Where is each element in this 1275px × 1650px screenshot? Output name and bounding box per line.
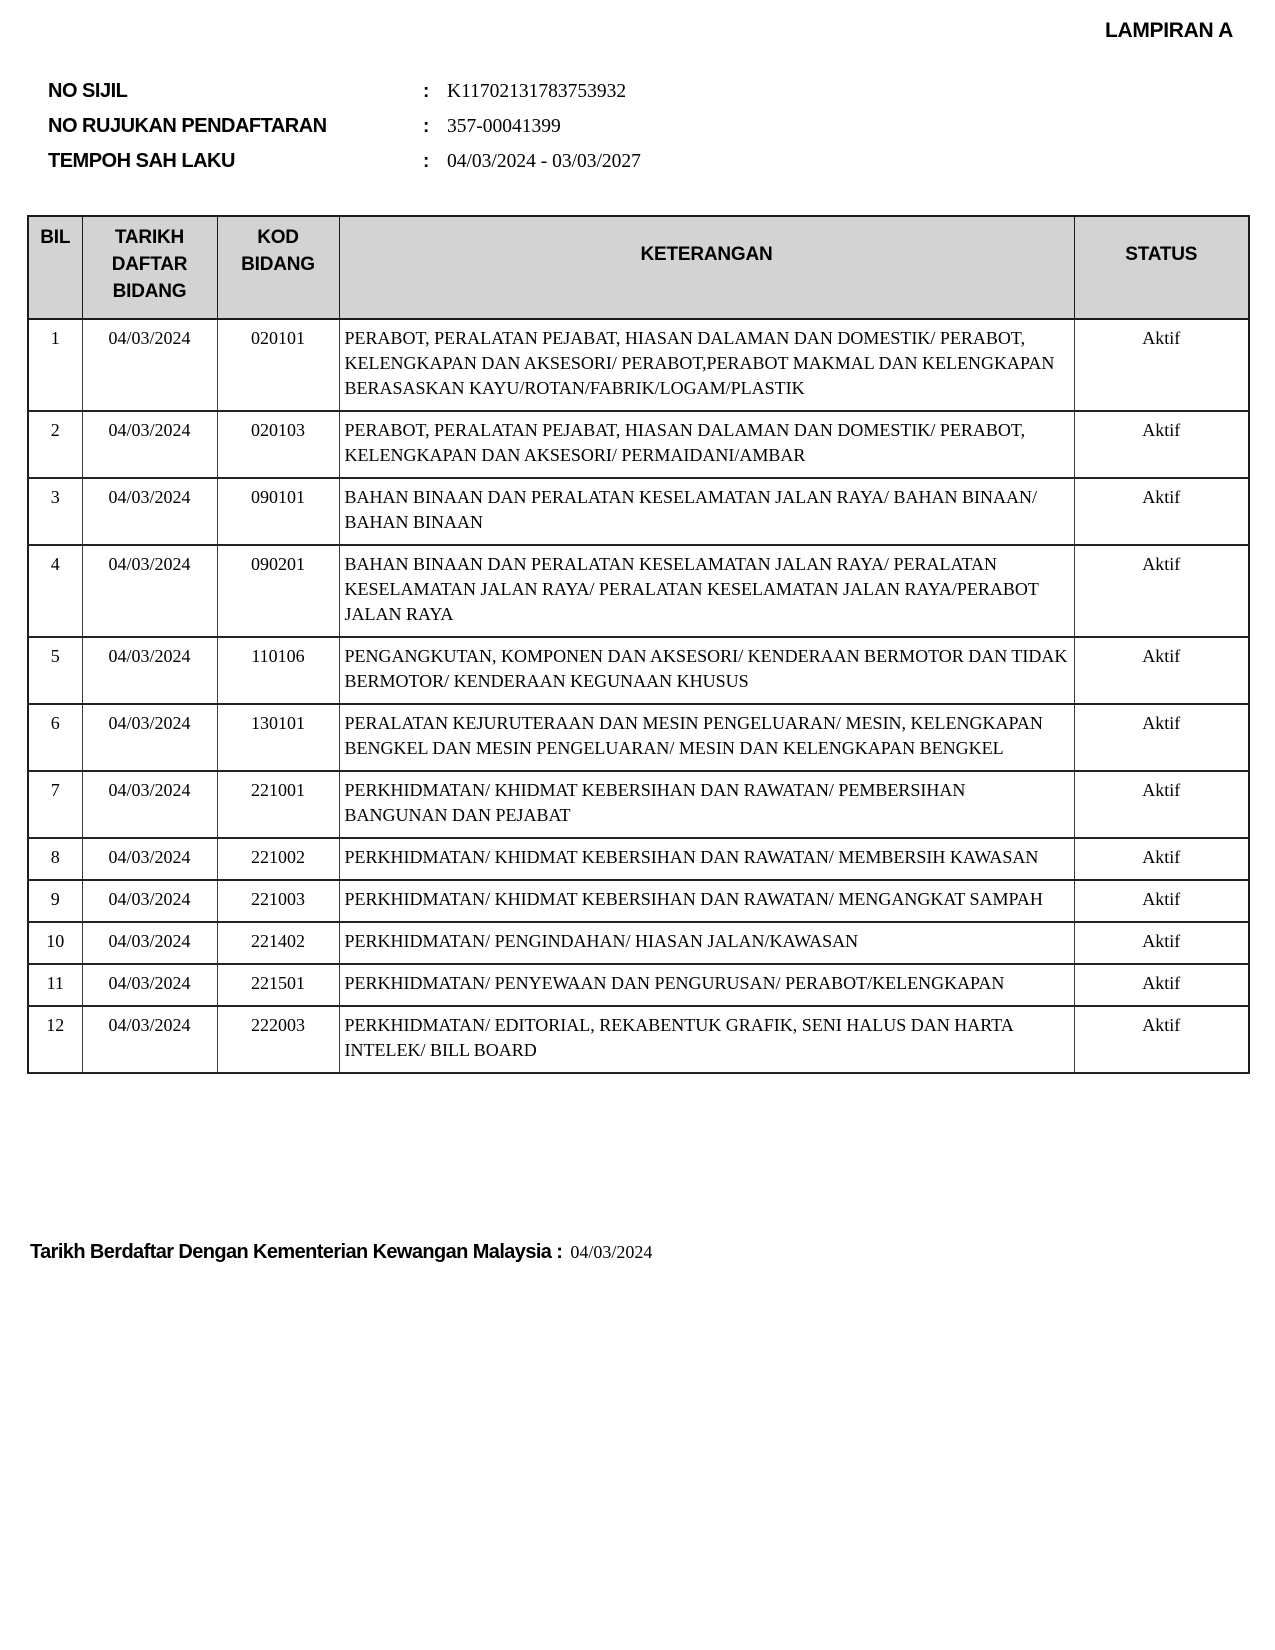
row-status: Aktif: [1074, 704, 1249, 771]
row-bil: 7: [28, 771, 82, 838]
footer-label: Tarikh Berdaftar Dengan Kementerian Kewangan Malaysia :: [30, 1241, 563, 1263]
row-bil: 2: [28, 411, 82, 478]
row-tarikh-daftar: 04/03/2024: [82, 1006, 217, 1073]
row-keterangan: PERABOT, PERALATAN PEJABAT, HIASAN DALAMAN DAN DOMESTIK/ PERABOT, KELENGKAPAN DAN AKSESORI/ PERABOT,PERABOT MAKMAL DAN KELENGKAPAN BERASASKAN KAYU/ROTAN/FABRIK/LOGAM/PLASTIK: [339, 319, 1074, 411]
table-row: [28, 478, 1249, 545]
row-tarikh-daftar: 04/03/2024: [82, 880, 217, 922]
row-bil: 6: [28, 704, 82, 771]
row-status: Aktif: [1074, 1006, 1249, 1073]
no-rujukan-label: NO RUJUKAN PENDAFTARAN: [48, 115, 327, 137]
row-tarikh-daftar: 04/03/2024: [82, 964, 217, 1006]
table-row: [28, 838, 1249, 880]
row-keterangan: PERABOT, PERALATAN PEJABAT, HIASAN DALAMAN DAN DOMESTIK/ PERABOT, KELENGKAPAN DAN AKSESORI/ PERMAIDANI/AMBAR: [339, 411, 1074, 478]
lampiran-tag: LAMPIRAN A: [1104, 19, 1233, 42]
row-status: Aktif: [1074, 838, 1249, 880]
table-row: [28, 319, 1249, 411]
footer-value: 04/03/2024: [570, 1242, 653, 1262]
table-row: [28, 637, 1249, 704]
row-keterangan: PERKHIDMATAN/ KHIDMAT KEBERSIHAN DAN RAWATAN/ MENGANGKAT SAMPAH: [339, 880, 1074, 922]
no-rujukan-colon: :: [423, 116, 430, 137]
row-keterangan: PERALATAN KEJURUTERAAN DAN MESIN PENGELUARAN/ MESIN, KELENGKAPAN BENGKEL DAN MESIN PENGELUARAN/ MESIN DAN KELENGKAPAN BENGKEL: [339, 704, 1074, 771]
column-header-tarikh-daftar-bidang: TARIKH DAFTAR BIDANG: [82, 216, 217, 319]
column-header-bil: BIL: [28, 216, 82, 319]
row-tarikh-daftar: 04/03/2024: [82, 411, 217, 478]
no-rujukan-value: 357-00041399: [447, 116, 561, 137]
column-header-kod-bidang: KOD BIDANG: [217, 216, 339, 319]
row-kod-bidang: 020101: [217, 319, 339, 411]
row-tarikh-daftar: 04/03/2024: [82, 545, 217, 637]
row-bil: 5: [28, 637, 82, 704]
row-status: Aktif: [1074, 545, 1249, 637]
row-bil: 1: [28, 319, 82, 411]
row-tarikh-daftar: 04/03/2024: [82, 478, 217, 545]
tempoh-sah-laku-value: 04/03/2024 - 03/03/2027: [447, 151, 641, 172]
row-kod-bidang: 090201: [217, 545, 339, 637]
row-keterangan: PERKHIDMATAN/ PENYEWAAN DAN PENGURUSAN/ PERABOT/KELENGKAPAN: [339, 964, 1074, 1006]
row-bil: 9: [28, 880, 82, 922]
row-tarikh-daftar: 04/03/2024: [82, 922, 217, 964]
row-kod-bidang: 090101: [217, 478, 339, 545]
row-tarikh-daftar: 04/03/2024: [82, 637, 217, 704]
row-keterangan: BAHAN BINAAN DAN PERALATAN KESELAMATAN JALAN RAYA/ BAHAN BINAAN/ BAHAN BINAAN: [339, 478, 1074, 545]
row-keterangan: PERKHIDMATAN/ PENGINDAHAN/ HIASAN JALAN/KAWASAN: [339, 922, 1074, 964]
no-sijil-value: K11702131783753932: [447, 81, 627, 102]
row-status: Aktif: [1074, 964, 1249, 1006]
row-kod-bidang: 221002: [217, 838, 339, 880]
row-keterangan: PENGANGKUTAN, KOMPONEN DAN AKSESORI/ KENDERAAN BERMOTOR DAN TIDAK BERMOTOR/ KENDERAAN KEGUNAAN KHUSUS: [339, 637, 1074, 704]
row-bil: 12: [28, 1006, 82, 1073]
table-row: [28, 704, 1249, 771]
row-keterangan: PERKHIDMATAN/ KHIDMAT KEBERSIHAN DAN RAWATAN/ PEMBERSIHAN BANGUNAN DAN PEJABAT: [339, 771, 1074, 838]
table-row: [28, 922, 1249, 964]
table-header-row: [28, 216, 1249, 319]
row-tarikh-daftar: 04/03/2024: [82, 771, 217, 838]
row-tarikh-daftar: 04/03/2024: [82, 319, 217, 411]
row-bil: 8: [28, 838, 82, 880]
row-status: Aktif: [1074, 478, 1249, 545]
column-header-keterangan: KETERANGAN: [339, 216, 1074, 319]
registration-date-footer: [30, 1241, 652, 1264]
table-row: [28, 411, 1249, 478]
row-tarikh-daftar: 04/03/2024: [82, 838, 217, 880]
certificate-info-block: [48, 80, 1148, 185]
row-status: Aktif: [1074, 771, 1249, 838]
tempoh-sah-laku-label: TEMPOH SAH LAKU: [48, 150, 235, 172]
row-kod-bidang: 221001: [217, 771, 339, 838]
row-bil: 10: [28, 922, 82, 964]
info-row-tempoh-sah-laku: [48, 150, 1148, 173]
row-kod-bidang: 110106: [217, 637, 339, 704]
row-status: Aktif: [1074, 880, 1249, 922]
table-body: [28, 319, 1249, 1073]
row-keterangan: PERKHIDMATAN/ KHIDMAT KEBERSIHAN DAN RAWATAN/ MEMBERSIH KAWASAN: [339, 838, 1074, 880]
bidang-registration-table: [27, 215, 1250, 1074]
row-bil: 11: [28, 964, 82, 1006]
row-bil: 3: [28, 478, 82, 545]
info-row-no-sijil: [48, 80, 1148, 103]
table-row: [28, 964, 1249, 1006]
table-row: [28, 771, 1249, 838]
row-status: Aktif: [1074, 319, 1249, 411]
row-kod-bidang: 222003: [217, 1006, 339, 1073]
row-status: Aktif: [1074, 637, 1249, 704]
row-bil: 4: [28, 545, 82, 637]
row-kod-bidang: 221402: [217, 922, 339, 964]
row-keterangan: BAHAN BINAAN DAN PERALATAN KESELAMATAN JALAN RAYA/ PERALATAN KESELAMATAN JALAN RAYA/ PERALATAN KESELAMATAN JALAN RAYA/PERABOT JALAN RAYA: [339, 545, 1074, 637]
table-row: [28, 880, 1249, 922]
row-kod-bidang: 020103: [217, 411, 339, 478]
row-status: Aktif: [1074, 411, 1249, 478]
row-kod-bidang: 221003: [217, 880, 339, 922]
info-row-no-rujukan: [48, 115, 1148, 138]
row-status: Aktif: [1074, 922, 1249, 964]
table-header: [28, 216, 1249, 319]
table-row: [28, 1006, 1249, 1073]
column-header-status: STATUS: [1074, 216, 1249, 319]
row-tarikh-daftar: 04/03/2024: [82, 704, 217, 771]
no-sijil-colon: :: [423, 81, 430, 102]
row-kod-bidang: 221501: [217, 964, 339, 1006]
tempoh-sah-laku-colon: :: [423, 151, 430, 172]
row-kod-bidang: 130101: [217, 704, 339, 771]
row-keterangan: PERKHIDMATAN/ EDITORIAL, REKABENTUK GRAFIK, SENI HALUS DAN HARTA INTELEK/ BILL BOARD: [339, 1006, 1074, 1073]
no-sijil-label: NO SIJIL: [48, 80, 128, 102]
table-row: [28, 545, 1249, 637]
